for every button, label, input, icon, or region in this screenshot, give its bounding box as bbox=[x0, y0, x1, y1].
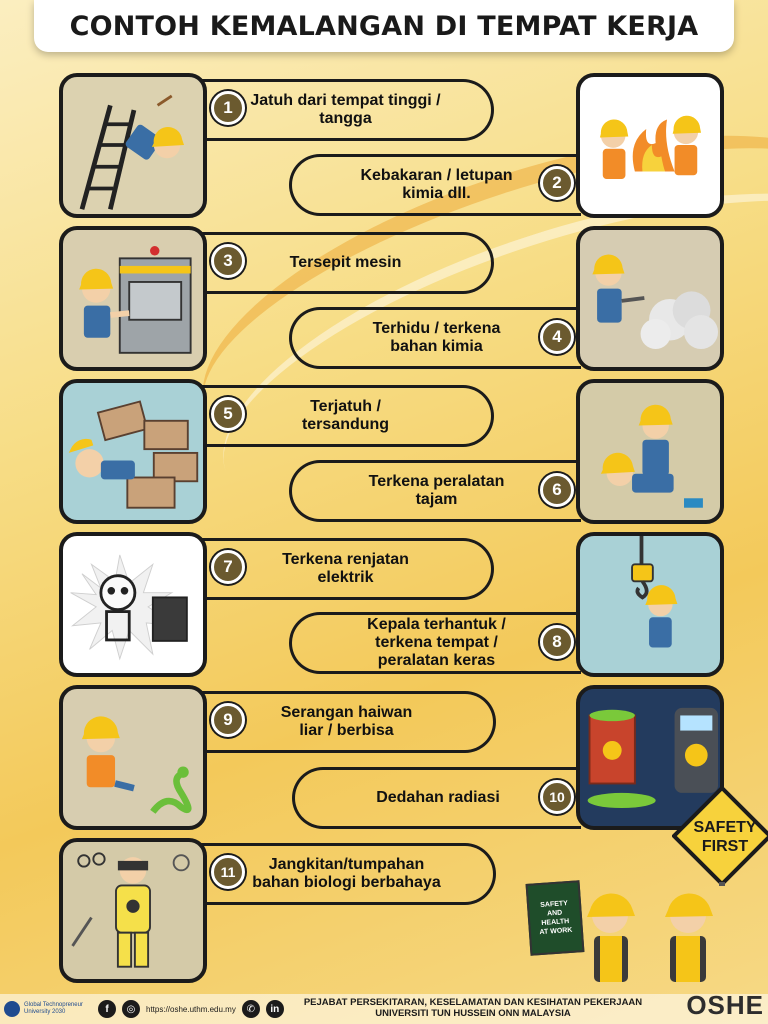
accident-number-4: 4 bbox=[540, 320, 574, 354]
oshe-logo: OSHE bbox=[686, 990, 764, 1020]
accident-number-3: 3 bbox=[211, 244, 245, 278]
accident-label-7: Terkena renjatan elektrik bbox=[282, 551, 409, 586]
linkedin-icon[interactable]: in bbox=[266, 1000, 284, 1018]
accident-label-1: Jatuh dari tempat tinggi / tangga bbox=[250, 92, 441, 127]
accident-item-2 bbox=[289, 154, 581, 216]
page-title: CONTOH KEMALANGAN DI TEMPAT KERJA bbox=[69, 10, 699, 42]
office-name bbox=[288, 997, 658, 1019]
workers-illustration bbox=[570, 870, 740, 995]
accident-number-10: 10 bbox=[540, 780, 574, 814]
accident-item-8 bbox=[289, 612, 581, 674]
office-name-text: PEJABAT PERSEKITARAN, KESELAMATAN DAN KESIHATAN PEKERJAAN UNIVERSITI TUN HUSSEIN ONN MALAYSIA bbox=[303, 997, 643, 1019]
university-logo-icon bbox=[4, 1001, 20, 1017]
accident-number-5: 5 bbox=[211, 397, 245, 431]
accident-label-4: Terhidu / terkena bahan kimia bbox=[372, 320, 501, 355]
accident-number-11: 11 bbox=[211, 855, 245, 889]
chemical-inhalation-icon bbox=[576, 226, 724, 371]
fall-from-ladder-icon bbox=[59, 73, 207, 218]
accident-item-10 bbox=[292, 767, 581, 829]
accident-label-6: Terkena peralatan tajam bbox=[368, 473, 505, 508]
safety-first-text: SAFETY FIRST bbox=[693, 819, 757, 855]
accident-label-2: Kebakaran / letupan kimia dll. bbox=[360, 167, 513, 202]
accident-number-7: 7 bbox=[211, 550, 245, 584]
university-branding bbox=[4, 1001, 92, 1017]
electric-shock-icon bbox=[59, 532, 207, 677]
accident-number-2: 2 bbox=[540, 166, 574, 200]
title-banner bbox=[34, 0, 734, 52]
accident-label-11: Jangkitan/tumpahan bahan biologi berbahaya bbox=[252, 856, 441, 891]
whatsapp-icon[interactable]: ✆ bbox=[242, 1000, 260, 1018]
website-url[interactable]: https://oshe.uthm.edu.my bbox=[146, 1004, 236, 1014]
trip-fall-icon bbox=[59, 379, 207, 524]
accident-label-9: Serangan haiwan liar / berbisa bbox=[280, 704, 413, 739]
instagram-icon[interactable]: ◎ bbox=[122, 1000, 140, 1018]
accident-number-1: 1 bbox=[211, 91, 245, 125]
accident-label-8: Kepala terhantuk / terkena tempat / peralatan keras bbox=[367, 616, 506, 669]
accident-label-10: Dedahan radiasi bbox=[376, 789, 500, 806]
fire-explosion-icon bbox=[576, 73, 724, 218]
machine-pinch-icon bbox=[59, 226, 207, 371]
snake-attack-icon bbox=[59, 685, 207, 830]
accident-number-8: 8 bbox=[540, 625, 574, 659]
accident-number-9: 9 bbox=[211, 703, 245, 737]
accident-label-3: Tersepit mesin bbox=[289, 254, 402, 271]
biohazard-icon bbox=[59, 838, 207, 983]
footer bbox=[0, 990, 768, 1024]
accident-number-6: 6 bbox=[540, 473, 574, 507]
facebook-icon[interactable]: f bbox=[98, 1000, 116, 1018]
sharp-tool-icon bbox=[576, 379, 724, 524]
university-tagline: Global Technopreneur University 2030 bbox=[24, 1002, 83, 1015]
head-bump-icon bbox=[576, 532, 724, 677]
safety-health-board-text: SAFETY AND HEALTH AT WORK bbox=[539, 900, 573, 937]
accident-item-4 bbox=[289, 307, 581, 369]
accident-item-6 bbox=[289, 460, 581, 522]
accident-label-5: Terjatuh / tersandung bbox=[301, 398, 390, 433]
